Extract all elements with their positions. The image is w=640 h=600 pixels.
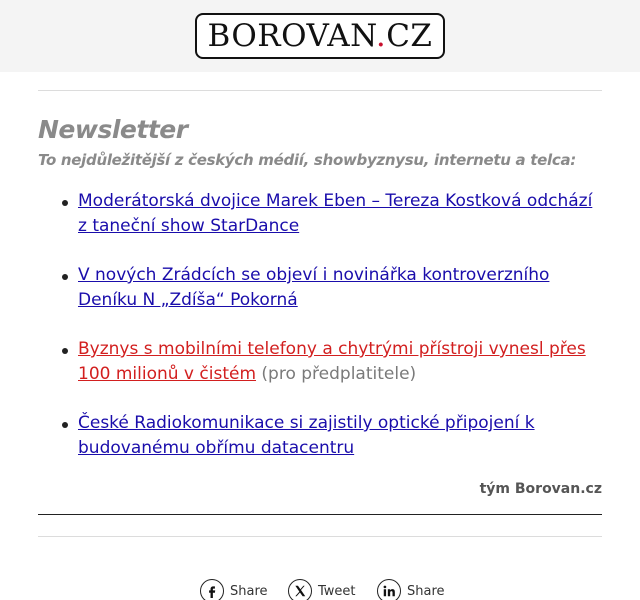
logo-name: BOROVAN: [207, 18, 376, 54]
share-label: Share: [407, 583, 445, 599]
subscriber-note: (pro předplatitele): [261, 364, 417, 384]
article-link[interactable]: V nových Zrádcích se objeví i novinářka kontroverzního Deníku N „Zdíša“ Pokorná: [78, 265, 550, 310]
linkedin-icon: [377, 579, 401, 600]
bullet-icon: [62, 200, 68, 206]
share-label: Tweet: [318, 583, 356, 599]
article-link-paid[interactable]: Byznys s mobilními telefony a chytrými přístroji vynesl přes 100 milionů v čistém: [78, 339, 586, 384]
facebook-icon: [200, 579, 224, 600]
x-icon: [288, 579, 312, 600]
linkedin-share-button[interactable]: [377, 578, 445, 600]
article-link[interactable]: Moderátorská dvojice Marek Eben – Tereza Kostková odchází z taneční show StarDance: [78, 191, 593, 236]
share-label: Share: [230, 583, 268, 599]
article-list: [78, 189, 606, 485]
share-bar: [0, 578, 640, 600]
divider-dark: [38, 514, 602, 515]
bullet-icon: [62, 348, 68, 354]
header: [0, 0, 640, 72]
logo-tld: CZ: [386, 18, 433, 54]
site-logo[interactable]: [195, 13, 445, 59]
logo-dot: .: [375, 18, 387, 54]
bullet-icon: [62, 422, 68, 428]
facebook-share-button[interactable]: [200, 578, 268, 600]
divider-top: [38, 90, 602, 91]
bullet-icon: [62, 274, 68, 280]
signature: tým Borovan.cz: [479, 481, 602, 497]
divider-light: [38, 536, 602, 537]
list-item: [78, 189, 606, 239]
list-item: [78, 411, 606, 461]
list-item: [78, 263, 606, 313]
tweet-button[interactable]: [288, 578, 356, 600]
list-item: [78, 337, 606, 387]
newsletter-title: Newsletter: [38, 115, 188, 144]
article-link[interactable]: České Radiokomunikace si zajistily optické připojení k budovanému obřímu datacentru: [78, 413, 535, 458]
newsletter-subtitle: To nejdůležitější z českých médií, showbyznysu, internetu a telca:: [38, 151, 576, 169]
